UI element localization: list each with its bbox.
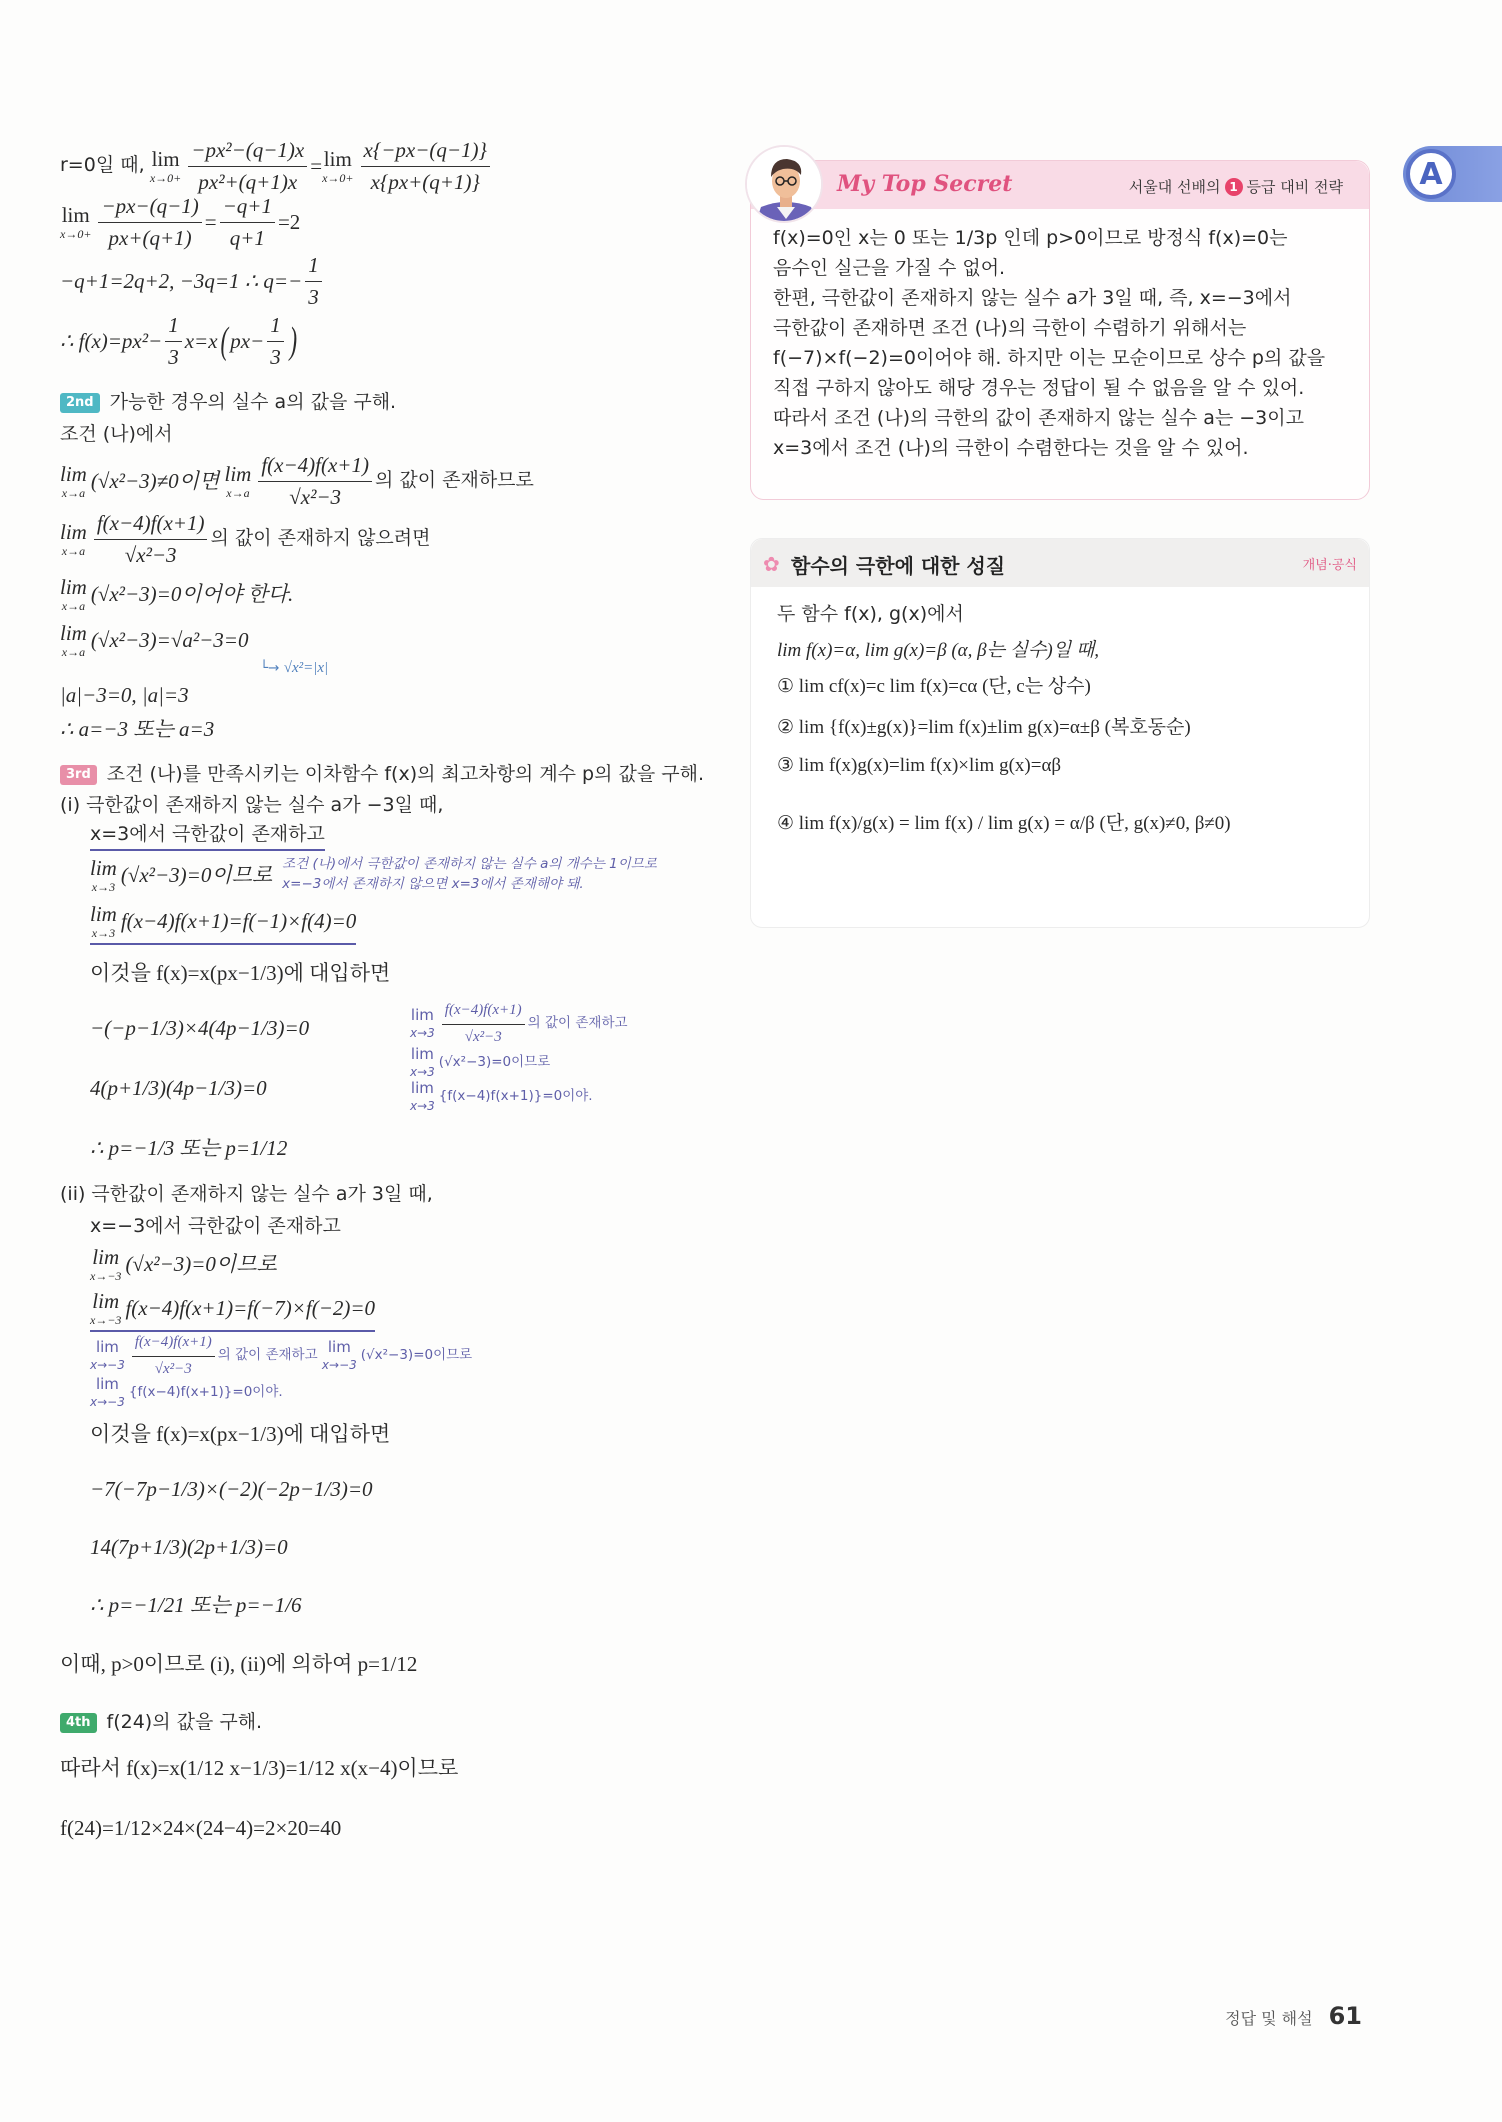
case1-l3: lim x→3 f(x−4)f(x+1)=f(−1)×f(4)=0	[90, 898, 710, 948]
concept-tag: 개념·공식	[1302, 558, 1357, 573]
property-1: ① lim cf(x)=c lim f(x)=cα (단, c는 상수)	[777, 675, 1091, 697]
case2-l2: lim x→−3 (√x²−3)=0이므로	[90, 1245, 277, 1283]
concept-header	[751, 539, 1369, 587]
chapter-letter-icon: A	[1406, 149, 1456, 199]
top-secret-title: My Top Secret	[837, 171, 1013, 197]
flower-icon: ✿	[763, 552, 780, 576]
eq-limit-q: lim x→0+ $\frac{-px-(q-1)}{px+(q+1)}$ = $\frac{-q+1}{q+1}$ =2	[60, 194, 301, 250]
case1-heading: (i) 극한값이 존재하지 않는 실수 a가 −3일 때,	[60, 794, 444, 817]
case1-annotation-2: x=−3에서 존재하지 않으면 x=3에서 존재해야 돼.	[282, 876, 584, 892]
step2-heading: 2nd 가능한 경우의 실수 a의 값을 구해.	[60, 388, 710, 418]
condition-label: 조건 (나)에서	[60, 423, 173, 446]
case2-l7: ∴ p=−1/21 또는 p=−1/6	[90, 1592, 302, 1617]
top-secret-header	[751, 161, 1369, 209]
eq-step2-3: lim x→a (√x²−3)=0이어야 한다.	[60, 575, 294, 613]
step-badge-2nd: 2nd	[60, 393, 100, 413]
case2-l3: lim x→−3 f(x−4)f(x+1)=f(−7)×f(−2)=0	[90, 1286, 710, 1334]
grade-number-icon: 1	[1225, 178, 1243, 196]
case1-l5: −(−p−1/3)×4(4p−1/3)=0	[90, 1015, 310, 1040]
eq-step2-5: |a|−3=0, |a|=3	[60, 682, 189, 707]
step4-answer: f(24)=1/12×24×(24−4)=2×20=40	[60, 1815, 342, 1840]
step3-conclusion: 이때, p>0이므로 (i), (ii)에 의하여 p=1/12	[60, 1651, 418, 1676]
case1-l7: ∴ p=−1/3 또는 p=1/12	[90, 1135, 288, 1160]
eq-solve-q: −q+1=2q+2, −3q=1 ∴ q=− $\frac{1}{3}$	[60, 252, 710, 310]
case2-note-2: lim x→−3 {f(x−4)f(x+1)}=0이야.	[90, 1375, 283, 1410]
eq-step2-2: lim x→a $\frac{f(x-4)f(x+1)}{\text{√x²−3}}$ 의 값이 존재하지 않으려면	[60, 511, 431, 567]
case1-l4: 이것을 f(x)=x(px−1/3)에 대입하면	[90, 960, 391, 985]
case2-l4: 이것을 f(x)=x(px−1/3)에 대입하면	[90, 1421, 391, 1446]
concept-card	[750, 538, 1370, 928]
case2-l6: 14(7p+1/3)(2p+1/3)=0	[90, 1534, 288, 1559]
page-footer	[1225, 2002, 1362, 2030]
footer-label: 정답 및 해설	[1225, 2009, 1313, 2028]
step4-l1: 따라서 f(x)=x(1/12 x−1/3)=1/12 x(x−4)이므로	[60, 1755, 459, 1780]
solution-column	[60, 140, 710, 1858]
top-secret-subtitle: 서울대 선배의 1 등급 대비 전략	[1128, 178, 1343, 196]
case2-l1: x=−3에서 극한값이 존재하고	[90, 1215, 341, 1238]
top-secret-body: f(x)=0인 x는 0 또는 1/3p 인데 p>0이므로 방정식 f(x)=0는 음수인 실근을 가질 수 없어. 한편, 극한값이 존재하지 않는 실수 a가 3일 때, 즉, x=−3에서 극한값이 존재하면 조건 (나)의 극한이 수렴하기 위해서는 f(−7)×f(−2)=0이어야 해. 하지만 이는 모순이므로 상수 p의 값을 직접 구하지 않아도 해당 경우는 정답이 될 수 없음을 알 수 있어. 따라서 조건 (나)의 극한의 값이 존재하지 않는 실수 a는 −3이고 x=3에서 조건 (나)의 극한이 수렴한다는 것을 알 수 있어.	[773, 227, 1326, 459]
mentor-avatar-icon	[745, 145, 823, 223]
property-3: ③ lim f(x)g(x)=lim f(x)×lim g(x)=αβ	[777, 755, 1062, 776]
case1-l2: lim x→3 (√x²−3)=0이므로 조건 (나)에서 극한값이 존재하지 않는 실수 a의 개수는 1이므로 x=−3에서 존재하지 않으면 x=3에서 존재해야 돼.	[90, 856, 657, 894]
case1-l6: 4(p+1/3)(4p−1/3)=0	[90, 1075, 267, 1100]
case1-l1: x=3에서 극한값이 존재하고	[90, 822, 710, 852]
eq-r0-limit: r=0일 때, lim x→0+ $\frac{\text{−px²−(q−1)x}}{\text{px²+(q+1)x}}$ = lim x→0+ $\frac{x\{-px-(q-1)\}}{x\{px+(q+1)\}}$	[60, 140, 710, 192]
eq-fx-form: ∴ f(x)=px²− $\frac{1}{3}$ x=x ( px− $\frac{1}{3}$ )	[60, 313, 297, 369]
step3-heading: 3rd 조건 (나)를 만족시키는 이차함수 f(x)의 최고차항의 계수 p의 값을 구해.	[60, 760, 710, 790]
abs-value-note: └→ √x²=|x|	[260, 660, 329, 677]
case2-note-1: lim x→−3 $\frac{f(x-4)f(x+1)}{\text{√x²−3}}$ 의 값이 존재하고 lim x→−3 (√x²−3)=0이므로	[90, 1333, 473, 1377]
property-2: ② lim {f(x)±g(x)}=lim f(x)±lim g(x)=α±β (복호동순)	[777, 717, 1191, 739]
eq-step2-1: lim x→a (√x²−3)≠0이면 lim x→a $\frac{f(x-4)f(x+1)}{\text{√x²−3}}$ 의 값이 존재하므로	[60, 453, 534, 509]
eq-step2-6: ∴ a=−3 또는 a=3	[60, 716, 215, 741]
eq-step2-4: lim x→a (√x²−3)=√a²−3=0	[60, 621, 249, 659]
case1-annotation-1: 조건 (나)에서 극한값이 존재하지 않는 실수 a의 개수는 1이므로	[282, 856, 657, 873]
step-badge-3rd: 3rd	[60, 765, 97, 785]
case1-side-note: lim x→3 $\frac{f(x-4)f(x+1)}{\text{√x²−3}}$ 의 값이 존재하고 lim x→3 (√x²−3)=0이므로 lim x→3 {f(x−4)f(x+1)}=0이야.	[410, 1001, 628, 1114]
concept-title: 함수의 극한에 대한 성질	[791, 554, 1006, 578]
step-badge-4th: 4th	[60, 1713, 97, 1733]
concept-body: 두 함수 f(x), g(x)에서 lim f(x)=α, lim g(x)=β (α, β는 실수)일 때, ① lim cf(x)=c lim f(x)=cα (단, c는 상수) ② lim {f(x)±g(x)}=lim f(x)±lim g(x)=α±β (복호동순) ③ lim f(x)g(x)=lim f(x)×lim g(x)=αβ ④ lim f(x)/g(x) = lim f(x) / lim g(x) = α/β (단, g(x)≠0, β≠0)	[777, 603, 1357, 848]
property-4: ④ lim f(x)/g(x) = lim f(x) / lim g(x) = α/β (단, g(x)≠0, β≠0)	[777, 812, 1231, 834]
case2-l5: −7(−7p−1/3)×(−2)(−2p−1/3)=0	[90, 1476, 373, 1501]
case2-heading: (ii) 극한값이 존재하지 않는 실수 a가 3일 때,	[60, 1183, 433, 1206]
step4-heading: 4th f(24)의 값을 구해.	[60, 1708, 710, 1738]
page-number: 61	[1328, 2002, 1362, 2030]
top-secret-card	[750, 160, 1370, 500]
